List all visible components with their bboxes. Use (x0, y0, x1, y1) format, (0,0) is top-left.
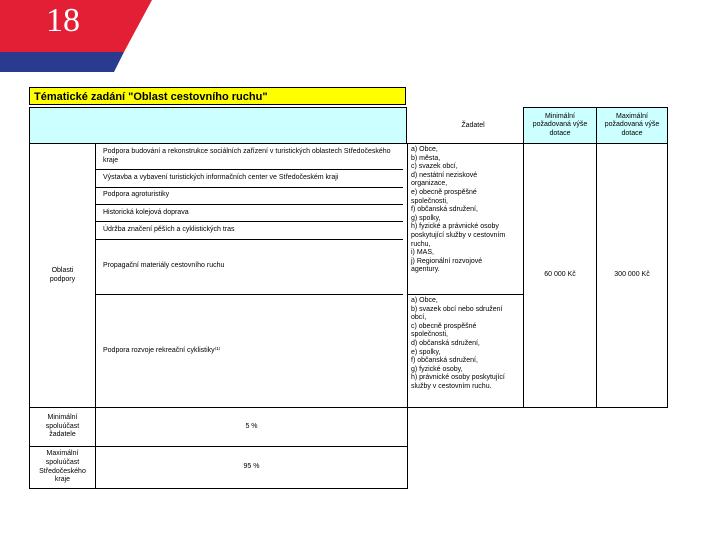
divider (95, 169, 403, 170)
support-item-info-centers: Výstavba a vybavení turistických informačních center ve Středočeském kraji (103, 174, 339, 181)
support-item-sanitary: Podpora budování a rekonstrukce sociálních zařízení v turistických oblastech Středočeského kraje (103, 148, 391, 164)
min-cofinancing-value: 5 % (245, 422, 258, 430)
max-cofinancing-label: Maximální spoluúčast Středočeského kraje (39, 450, 86, 484)
support-areas-label: Oblasti podpory (49, 266, 76, 283)
min-cofinancing-label-cell (29, 407, 96, 447)
header-applicant: Žadatel (461, 122, 485, 129)
divider (95, 294, 403, 295)
support-item-trail-marking: Údržba značení pěších a cyklistických tras (103, 226, 235, 233)
support-item-railway: Historická kolejová doprava (103, 209, 189, 216)
support-item-agrotourism: Podpora agroturistiky (103, 191, 170, 198)
page-title: Tématické zadání "Oblast cestovního ruchu" (29, 87, 406, 105)
max-cofinancing-value: 95 % (243, 463, 260, 471)
min-amount-cell (523, 143, 597, 408)
max-amount-cell (596, 143, 668, 408)
support-items-area (95, 143, 408, 408)
applicants-group-b: a) Obce, b) svazek obcí nebo sdružení obcí, c) obecně prospěšné společnosti, d) občanská sdružení, e) spolky, f) občanská sdružení, g) fyzické osoby, h) právnické osoby poskytující služby v cestovním ruchu. (407, 294, 524, 408)
support-item-cycling: Podpora rozvoje rekreační cyklistiky⁽¹⁾ (103, 347, 221, 354)
applicants-group-a: a) Obce, b) města, c) svazek obcí, d) nestátní neziskové organizace, e) obecně prospěšné společnosti, f) občanská sdružení, g) spolky, h) fyzické a právnické osoby poskytující služby v cestovním ruchu, i) MAS, j) Regionální rozvojové agentury. (407, 143, 524, 295)
divider (95, 239, 403, 240)
min-cofinancing-label: Minimální spoluúčast žadatele (45, 414, 80, 439)
min-cofinancing-value-cell (95, 407, 408, 447)
min-amount: 60 000 Kč (544, 271, 576, 279)
slide-number: 18 (46, 2, 80, 39)
support-areas-label-cell (29, 143, 96, 408)
divider (95, 204, 403, 205)
max-cofinancing-value-cell (95, 446, 408, 489)
max-cofinancing-label-cell (29, 446, 96, 489)
header-min-request: Minimální požadovaná výše dotace (523, 107, 597, 144)
header-blank-cell (29, 107, 407, 144)
max-amount: 300 000 Kč (614, 271, 650, 279)
header-max-request: Maximální požadovaná výše dotace (596, 107, 668, 144)
divider (95, 187, 403, 188)
divider (95, 221, 403, 222)
support-item-promo-materials: Propagační materiály cestovního ruchu (103, 262, 225, 269)
